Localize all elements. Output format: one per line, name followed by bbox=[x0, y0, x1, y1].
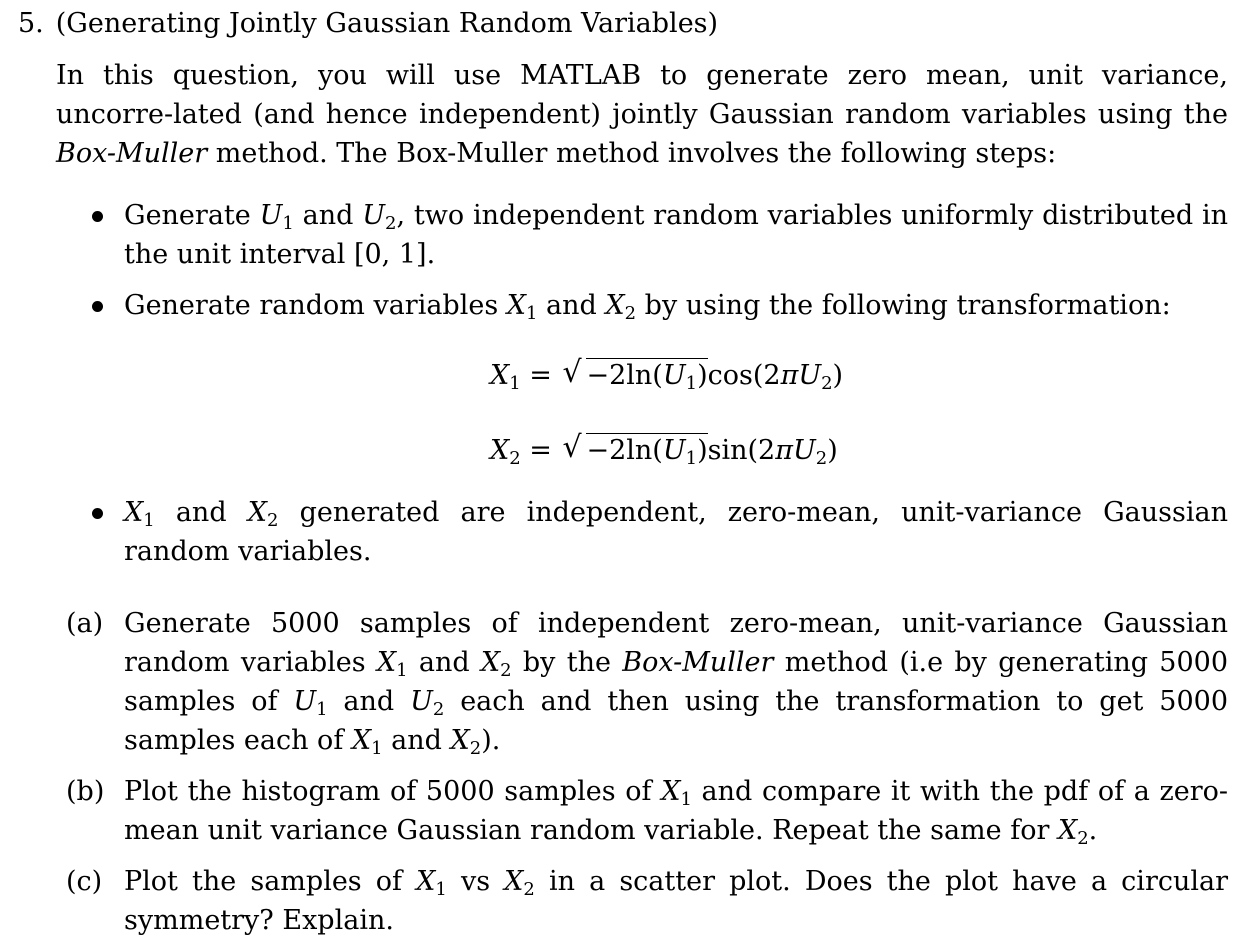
bullet-dot bbox=[92, 211, 103, 222]
question-number: 5. bbox=[18, 8, 44, 39]
label-a: (a) bbox=[66, 608, 104, 639]
intro-paragraph bbox=[56, 56, 1228, 173]
problem-page: 5. (Generating Jointly Gaussian Random Variables) In this question, you will use MATLAB to generate zero mean, unit variance, uncorre-lated (and hence independent) jointly Gaussian random variables using the Box-Muller method. The Box-Muller method involves the following steps: Generate $U_1$ and $U_2$, two independent random variables uniformly distributed in the unit interval [0, 1]. Generate random variables $X_1$ and $X_2$ by using the following transformation: $X_1$ and $X_2$ generated are independent, zero-mean, unit-variance Gaussian random variables. $X_1$ = √ $-2\ln(U_1)\cos(2\pi U_2)$ $X_2$ = √ $-2\ln(U_1)\sin(2\pi U_2)$ (a) Generate 5000 samples of independent zero-mean, unit-variance Gaussian random variables $X_1$ and $X_2$ by the Box-Muller method (i.e by generating 5000 samples of $U_1$ and $U_2$ each and then using the transformation to get 5000 samples each of $X_1$ and $X_2$). (b) Plot the histogram of 5000 samples of $X_1$ and compare it with the pdf of a zero-mean unit variance Gaussian random variable. Repeat the same for $X_2$. (c) Plot the samples of $X_1$ vs $X_2$ in a scatter plot. Does the plot have a circular symmetry? Explain. bbox=[0, 0, 1246, 946]
intro-text-end: method. The Box-Muller method involves the following steps: bbox=[207, 138, 1057, 169]
question-heading bbox=[18, 4, 718, 44]
bullet-dot bbox=[92, 508, 103, 519]
label-b: (b) bbox=[66, 776, 105, 807]
method-name: Box-Muller bbox=[56, 138, 208, 169]
equation-x1: $X_1$ = √ $-2\ln(U_1)\cos(2\pi U_2)$ bbox=[490, 355, 844, 394]
question-title: (Generating Jointly Gaussian Random Variables) bbox=[55, 8, 719, 39]
eq1-function: cos bbox=[707, 360, 753, 391]
bullet-dot bbox=[92, 301, 103, 312]
label-c: (c) bbox=[66, 866, 103, 897]
eq2-function: sin bbox=[707, 435, 748, 466]
equation-x2: $X_2$ = √ $-2\ln(U_1)\sin(2\pi U_2)$ bbox=[490, 430, 838, 469]
intro-text: In this question, you will use MATLAB to generate zero mean, unit variance, uncorre-lated (and hence independent) jointly Gaussian random variables using the bbox=[56, 60, 1228, 130]
